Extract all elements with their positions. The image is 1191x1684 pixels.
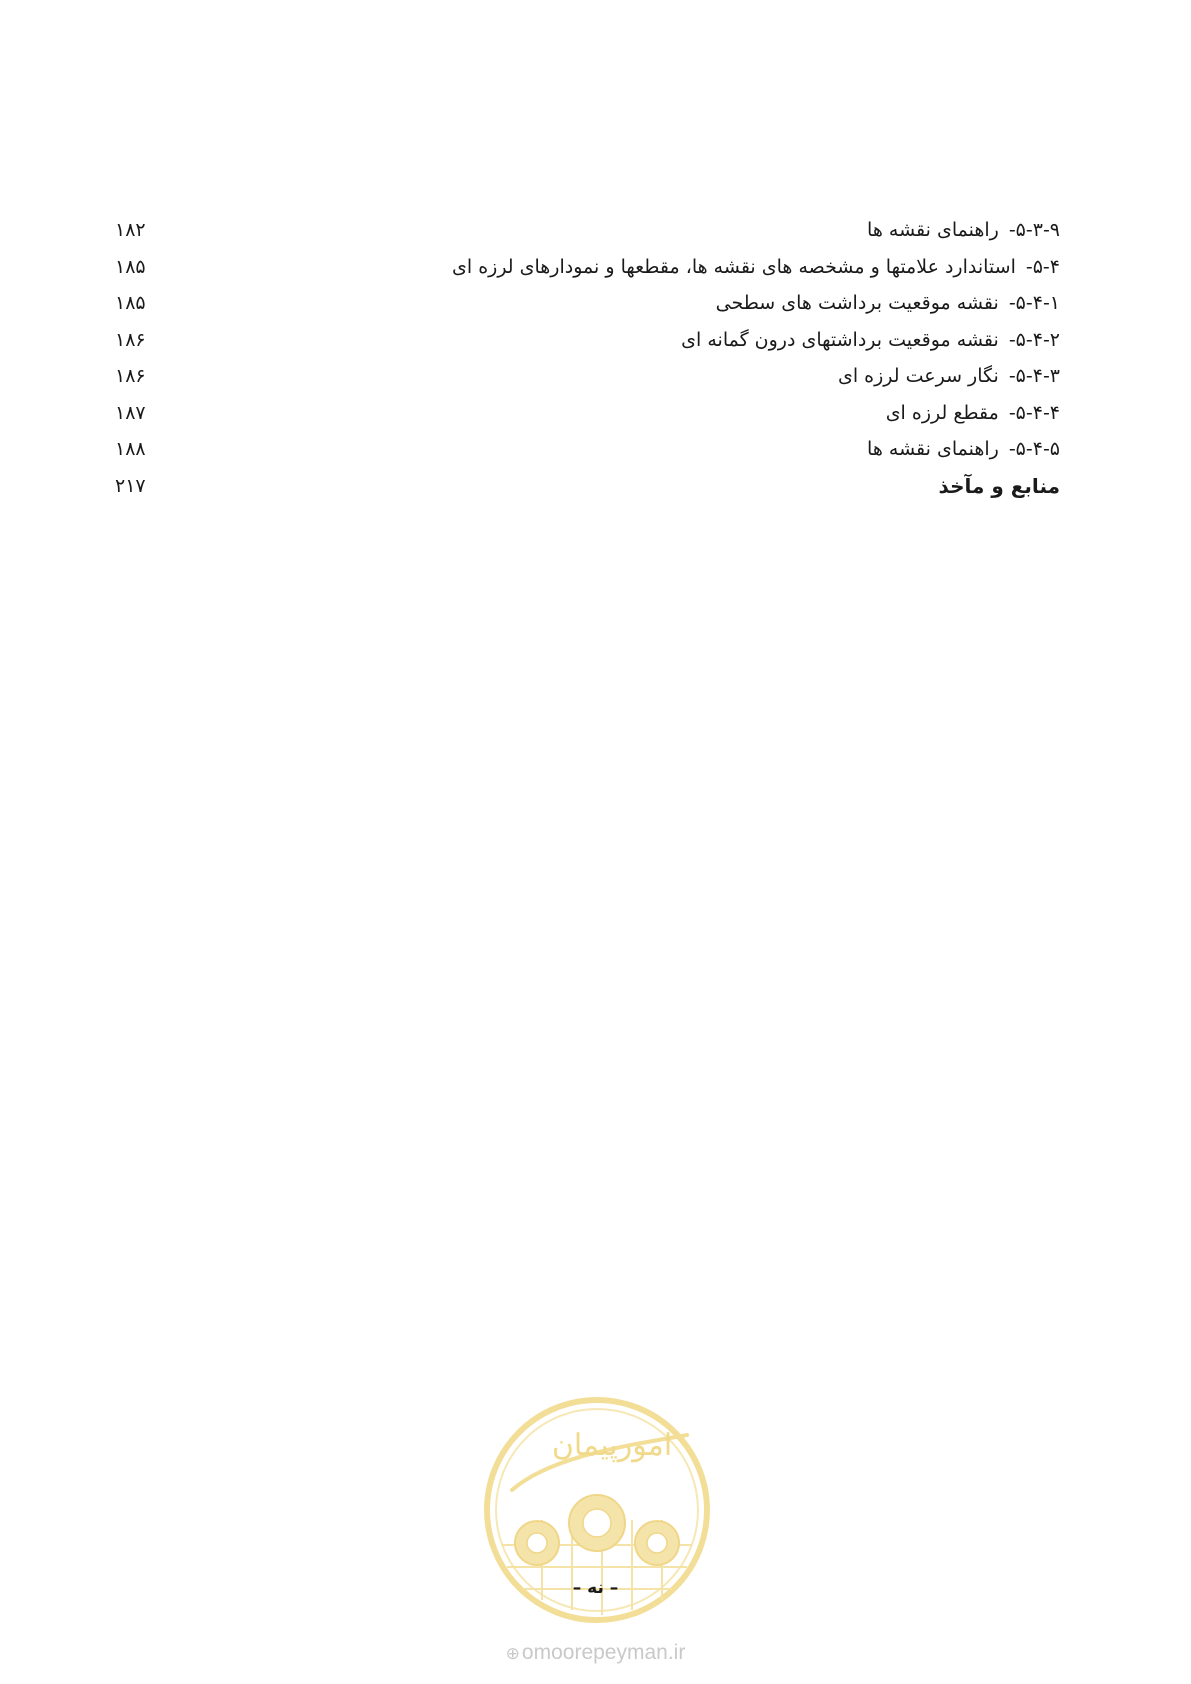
toc-row[interactable] xyxy=(115,215,1060,252)
toc-entry-title: منابع و مآخذ xyxy=(938,473,1060,498)
toc-entry-title: ۵-۴-۵-راهنمای نقشه ها xyxy=(867,438,1060,460)
toc-page-number: ۱۸۷ xyxy=(115,401,146,424)
toc-row-references[interactable] xyxy=(115,471,1060,508)
toc-page-number: ۱۸۵ xyxy=(115,255,146,278)
toc-entry-title: ۵-۴-۲-نقشه موقعیت برداشتهای درون گمانه ای xyxy=(681,328,1060,351)
toc-page-number: ۱۸۲ xyxy=(115,219,146,241)
toc-row[interactable] xyxy=(115,434,1060,471)
toc-row[interactable] xyxy=(115,398,1060,435)
table-of-contents xyxy=(115,215,1060,507)
toc-row[interactable] xyxy=(115,325,1060,362)
toc-page-number: ۱۸۸ xyxy=(115,438,146,460)
toc-page-number: ۱۸۶ xyxy=(115,365,146,387)
globe-icon: ⊕ xyxy=(505,1644,520,1663)
toc-page-number: ۲۱۷ xyxy=(115,474,146,497)
watermark-logo-text: امورپیمان xyxy=(551,1428,673,1463)
footer-website[interactable]: ⊕omoorepeyman.ir xyxy=(505,1641,686,1664)
toc-entry-title: ۵-۳-۹-راهنمای نقشه ها xyxy=(867,219,1060,241)
toc-row[interactable] xyxy=(115,252,1060,289)
toc-entry-title: ۵-۴-۳-نگار سرعت لرزه ای xyxy=(837,365,1060,387)
toc-row[interactable] xyxy=(115,288,1060,325)
toc-row[interactable] xyxy=(115,361,1060,398)
toc-entry-title: ۵-۴-استاندارد علامتها و مشخصه های نقشه ها، مقطعها و نمودارهای لرزه ای xyxy=(452,255,1060,278)
toc-entry-title: ۵-۴-۱-نقشه موقعیت برداشت های سطحی xyxy=(715,292,1060,314)
toc-entry-title: ۵-۴-۴-مقطع لرزه ای xyxy=(885,401,1060,424)
page-number: – نه – xyxy=(572,1578,619,1598)
toc-page-number: ۱۸۶ xyxy=(115,328,146,351)
toc-page-number: ۱۸۵ xyxy=(115,292,146,314)
